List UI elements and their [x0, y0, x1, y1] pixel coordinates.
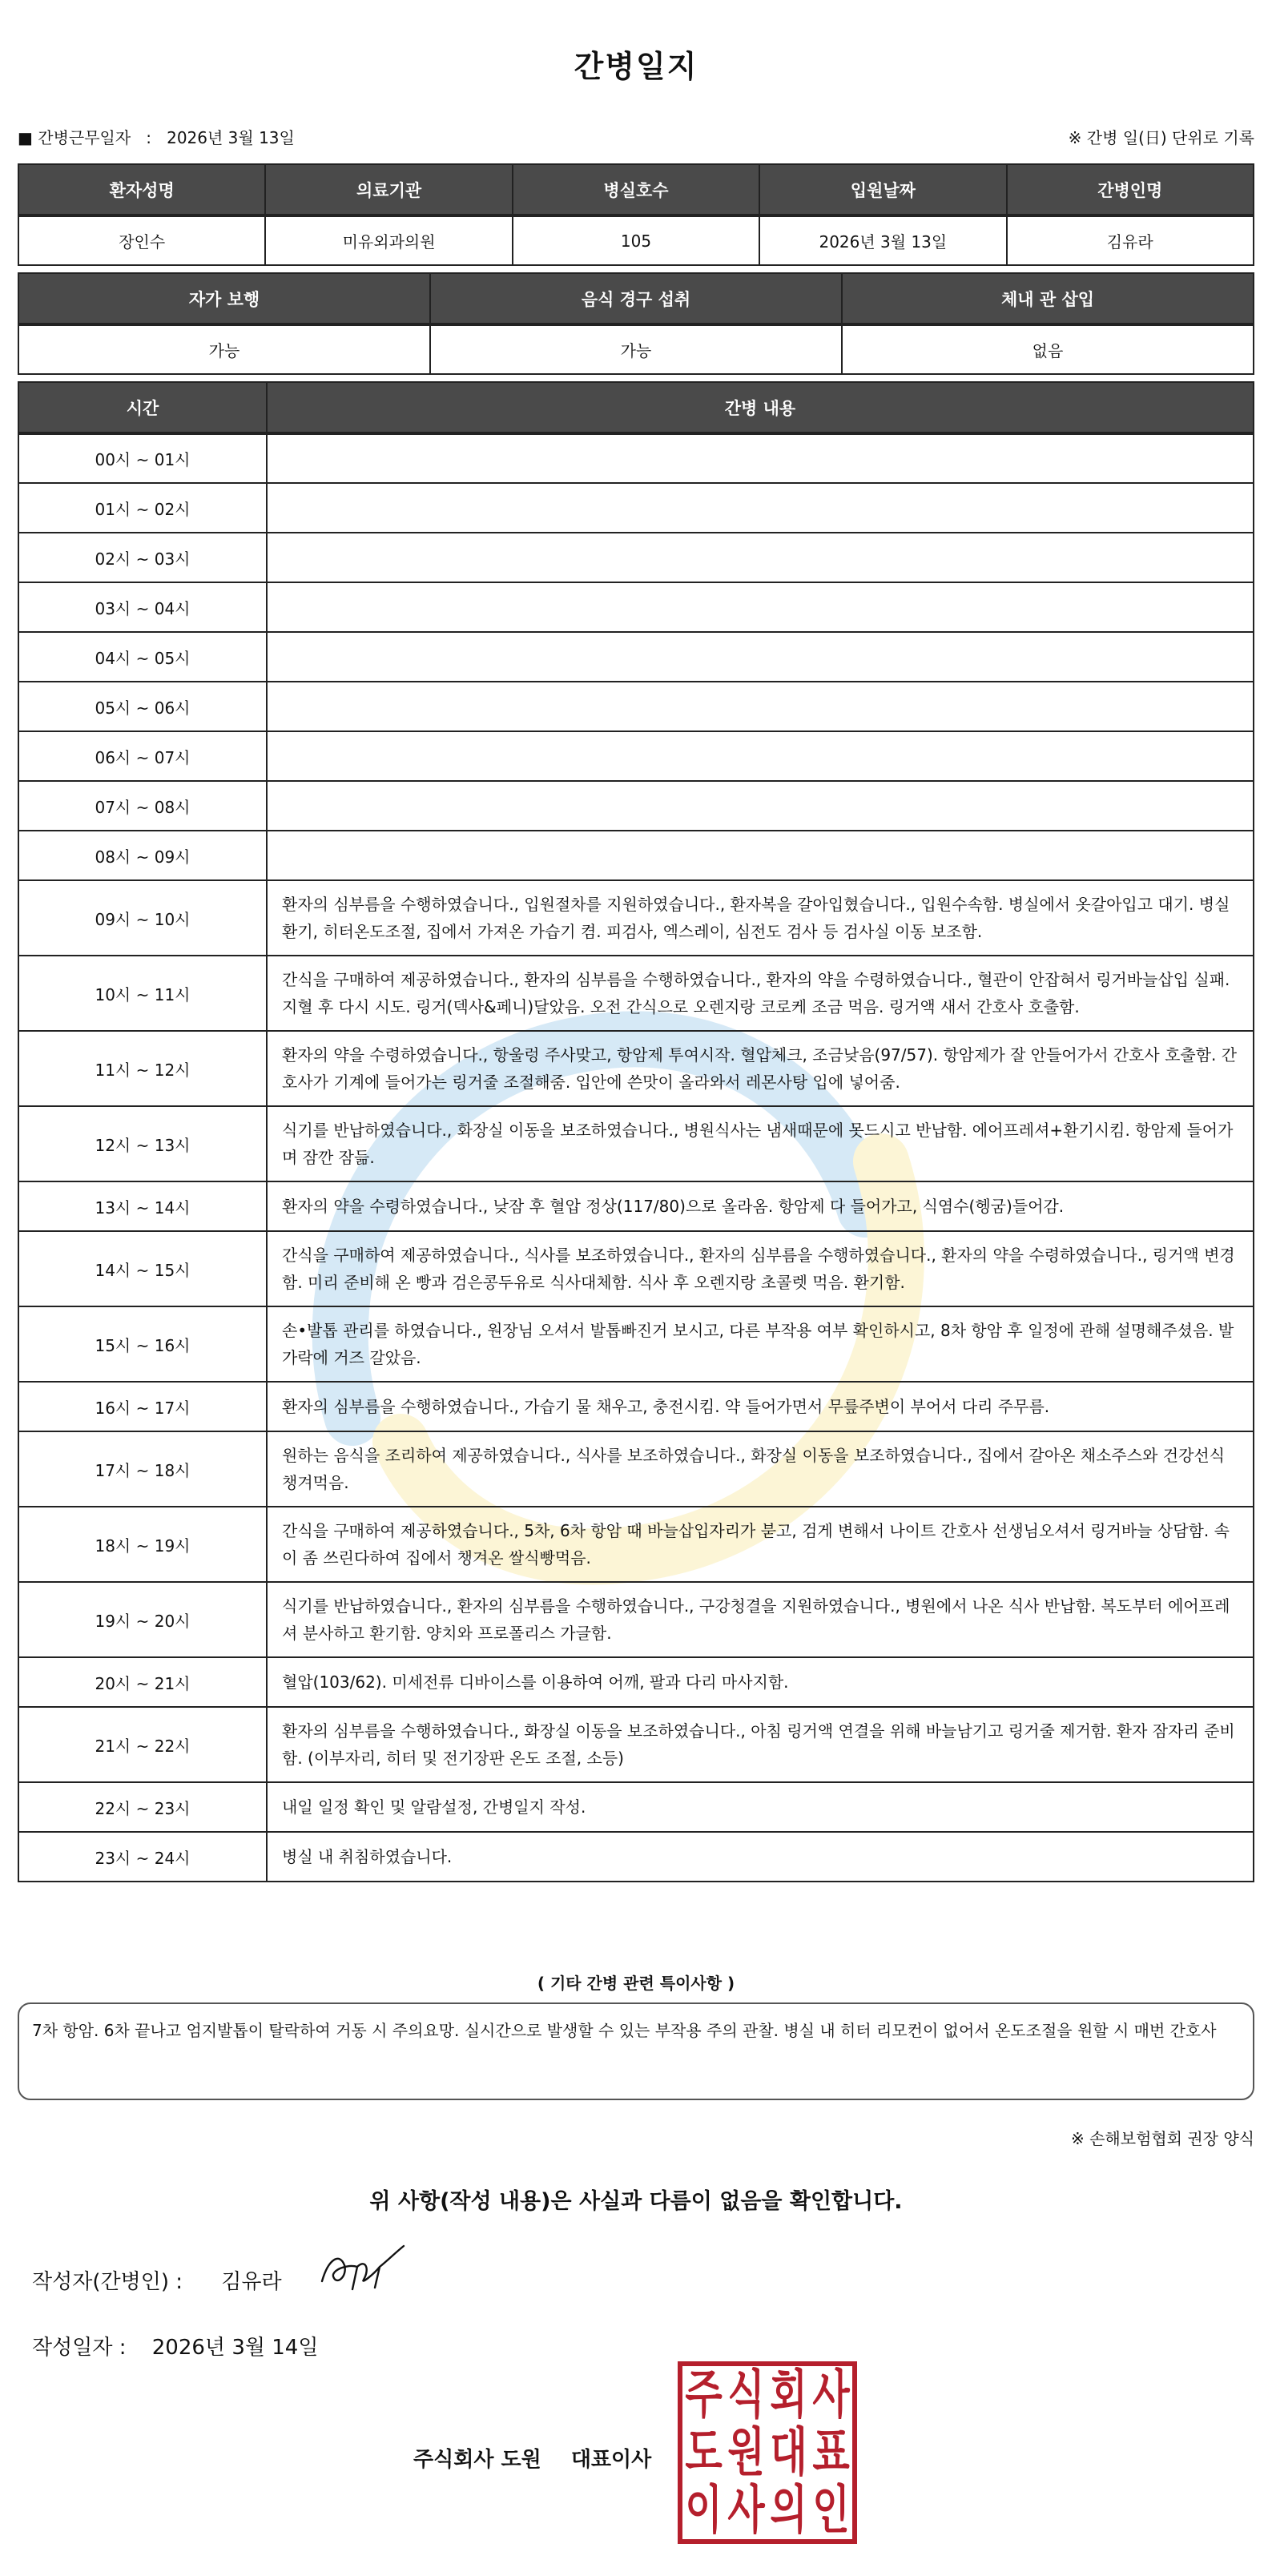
care-log-time: 23시 ~ 24시 — [18, 1832, 267, 1882]
care-log-content — [267, 433, 1254, 483]
care-log-row — [18, 433, 1254, 483]
care-log-header-row — [18, 382, 1254, 433]
care-log-time: 06시 ~ 07시 — [18, 731, 267, 781]
care-log-time: 15시 ~ 16시 — [18, 1306, 267, 1382]
care-log-content: 환자의 약을 수령하였습니다., 항울렁 주사맞고, 항암제 투여시작. 혈압체크, 조금낮음(97/57). 항암제가 잘 안들어가서 간호사 호출함. 간호사가 기계에 들어가는 링거줄 조절해줌. 입안에 쓴맛이 올라와서 레몬사탕 입에 넣어줌. — [267, 1031, 1254, 1106]
writing-date-label: 작성일자 : — [32, 2336, 127, 2360]
care-log-time: 03시 ~ 04시 — [18, 582, 267, 632]
seal-char: 이 — [685, 2480, 723, 2541]
signature-image — [312, 2235, 409, 2299]
care-log-content — [267, 483, 1254, 533]
seal-char: 사 — [812, 2365, 850, 2425]
care-log-row — [18, 1106, 1254, 1181]
header-room: 병실호수 — [513, 164, 759, 215]
patient-info-value-row — [18, 215, 1254, 265]
care-log-content: 환자의 심부름을 수행하였습니다., 화장실 이동을 보조하였습니다., 아침 링거액 연결을 위해 바늘남기고 링거줄 제거함. 환자 잠자리 준비함. (이부자리, 히터 및 전기장판 온도 조절, 소등) — [267, 1707, 1254, 1782]
care-log-row — [18, 731, 1254, 781]
care-log-content — [267, 831, 1254, 880]
company-line — [413, 2443, 651, 2473]
tube-insertion-value: 없음 — [842, 324, 1254, 374]
patient-name: 장인수 — [18, 215, 265, 265]
care-log-time: 22시 ~ 23시 — [18, 1782, 267, 1832]
care-log-row — [18, 632, 1254, 682]
care-log-content: 병실 내 취침하였습니다. — [267, 1832, 1254, 1882]
care-log-time: 09시 ~ 10시 — [18, 880, 267, 956]
care-log-content: 식기를 반납하였습니다., 환자의 심부름을 수행하였습니다., 구강청결을 지원하였습니다., 병원에서 나온 식사 반납함. 복도부터 에어프레셔 분사하고 환기함. 양치와 프로폴리스 가글함. — [267, 1582, 1254, 1657]
hospital-name: 미유외과의원 — [265, 215, 512, 265]
status-header-row — [18, 273, 1254, 324]
care-log-content: 혈압(103/62). 미세전류 디바이스를 이용하여 어깨, 팔과 다리 마사지함. — [267, 1657, 1254, 1707]
care-log-content — [267, 682, 1254, 731]
header-caregiver: 간병인명 — [1007, 164, 1254, 215]
care-log-time: 05시 ~ 06시 — [18, 682, 267, 731]
care-log-row — [18, 1031, 1254, 1106]
care-log-time: 02시 ~ 03시 — [18, 533, 267, 582]
patient-status-table — [18, 272, 1254, 375]
care-log-row — [18, 1431, 1254, 1507]
care-log-row — [18, 1507, 1254, 1582]
header-oral-intake: 음식 경구 섭취 — [430, 273, 842, 324]
header-self-walking: 자가 보행 — [18, 273, 430, 324]
self-walking-value: 가능 — [18, 324, 430, 374]
notes-title: ( 기타 간병 관련 특이사항 ) — [537, 1974, 735, 1993]
care-log-row — [18, 682, 1254, 731]
writer-name: 김유라 — [221, 2270, 282, 2294]
notes-box: 7차 항암. 6차 끝나고 엄지발톱이 탈락하여 거동 시 주의요망. 실시간으로 발생할 수 있는 부작용 주의 관찰. 병실 내 히터 리모컨이 없어서 온도조절을 원할 시 매번 간호사 — [18, 2002, 1254, 2100]
status-value-row — [18, 324, 1254, 374]
seal-char: 표 — [812, 2422, 850, 2483]
care-log-row — [18, 781, 1254, 831]
page-title: 간병일지 — [574, 49, 698, 84]
care-date — [18, 125, 295, 148]
patient-info-header-row — [18, 164, 1254, 215]
care-log-time: 18시 ~ 19시 — [18, 1507, 267, 1582]
seal-char: 대 — [770, 2422, 807, 2483]
form-note: ※ 손해보험협회 권장 양식 — [1070, 2129, 1254, 2148]
care-log-row — [18, 880, 1254, 956]
care-log-row — [18, 1832, 1254, 1882]
care-log-content — [267, 582, 1254, 632]
care-log-content: 간식을 구매하여 제공하였습니다., 5차, 6차 항암 때 바늘삽입자리가 붇고, 검게 변해서 나이트 간호사 선생님오셔서 링거바늘 상담함. 속이 좀 쓰린다하여 집에서 챙겨온 쌀식빵먹음. — [267, 1507, 1254, 1582]
care-date-sep: : — [146, 128, 152, 147]
care-log-row — [18, 831, 1254, 880]
care-log-time: 07시 ~ 08시 — [18, 781, 267, 831]
care-log-time: 20시 ~ 21시 — [18, 1657, 267, 1707]
company-seal — [678, 2361, 857, 2544]
care-log-time: 04시 ~ 05시 — [18, 632, 267, 682]
care-log-content: 환자의 심부름을 수행하였습니다., 가습기 물 채우고, 충전시킴. 약 들어가면서 무릎주변이 부어서 다리 주무름. — [267, 1382, 1254, 1431]
seal-char: 사 — [727, 2480, 765, 2541]
care-log-time: 11시 ~ 12시 — [18, 1031, 267, 1106]
care-log-content: 환자의 심부름을 수행하였습니다., 입원절차를 지원하였습니다., 환자복을 갈아입혔습니다., 입원수속함. 병실에서 옷갈아입고 대기. 병실 환기, 히터온도조절, 집에서 가져온 가습기 켬. 피검사, 엑스레이, 심전도 검사 등 검사실 이동 보조함. — [267, 880, 1254, 956]
care-log-time: 21시 ~ 22시 — [18, 1707, 267, 1782]
care-log-row — [18, 1181, 1254, 1231]
header-tube-insertion: 체내 관 삽입 — [842, 273, 1254, 324]
care-log-content: 환자의 약을 수령하였습니다., 낮잠 후 혈압 정상(117/80)으로 올라옴. 항암제 다 들어가고, 식염수(헹굼)들어감. — [267, 1181, 1254, 1231]
care-log-content — [267, 632, 1254, 682]
room-number: 105 — [513, 215, 759, 265]
care-log-content — [267, 731, 1254, 781]
care-log-content: 간식을 구매하여 제공하였습니다., 환자의 심부름을 수행하였습니다., 환자의 약을 수령하였습니다., 혈관이 안잡혀서 링거바늘삽입 실패. 지혈 후 다시 시도. 링거(덱사&페니)달았음. 오전 간식으로 오렌지랑 코로케 조금 먹음. 링거액 새서 간호사 호출함. — [267, 956, 1254, 1031]
unit-note: ※ 간병 일(日) 단위로 기록 — [1068, 128, 1254, 147]
care-log-time: 13시 ~ 14시 — [18, 1181, 267, 1231]
care-log-row — [18, 1782, 1254, 1832]
caregiver-name: 김유라 — [1007, 215, 1254, 265]
header-hospital: 의료기관 — [265, 164, 512, 215]
seal-char: 의 — [770, 2480, 807, 2541]
patient-info-table — [18, 163, 1254, 266]
care-log-row — [18, 1306, 1254, 1382]
seal-char: 도 — [685, 2422, 723, 2483]
care-log-content: 간식을 구매하여 제공하였습니다., 식사를 보조하였습니다., 환자의 심부름을 수행하였습니다., 환자의 약을 수령하였습니다., 링거액 변경함. 미리 준비해 온 빵과 검은콩두유로 식사대체함. 식사 후 오렌지랑 초콜렛 먹음. 환기함. — [267, 1231, 1254, 1306]
care-log-time: 17시 ~ 18시 — [18, 1431, 267, 1507]
care-log-row — [18, 1382, 1254, 1431]
writer-label: 작성자(간병인) : — [32, 2270, 183, 2294]
care-log-content: 내일 일정 확인 및 알람설정, 간병일지 작성. — [267, 1782, 1254, 1832]
header-patient-name: 환자성명 — [18, 164, 265, 215]
oral-intake-value: 가능 — [430, 324, 842, 374]
ceo-label: 대표이사 — [570, 2448, 652, 2472]
seal-char: 인 — [812, 2480, 850, 2541]
writer-line — [32, 2265, 282, 2295]
seal-char: 회 — [770, 2365, 807, 2425]
care-log-time: 16시 ~ 17시 — [18, 1382, 267, 1431]
care-log-row — [18, 1582, 1254, 1657]
care-log-time: 14시 ~ 15시 — [18, 1231, 267, 1306]
care-log-time: 01시 ~ 02시 — [18, 483, 267, 533]
company-name: 주식회사 도원 — [413, 2448, 541, 2472]
care-log-content: 원하는 음식을 조리하여 제공하였습니다., 식사를 보조하였습니다., 화장실 이동을 보조하였습니다., 집에서 갈아온 채소주스와 건강선식 챙겨먹음. — [267, 1431, 1254, 1507]
admission-date: 2026년 3월 13일 — [759, 215, 1006, 265]
care-log-row — [18, 1657, 1254, 1707]
header-care-content: 간병 내용 — [267, 382, 1254, 433]
header-time: 시간 — [18, 382, 267, 433]
care-log-row — [18, 956, 1254, 1031]
care-log-time: 00시 ~ 01시 — [18, 433, 267, 483]
writing-date-line — [32, 2331, 318, 2361]
care-log-row — [18, 1231, 1254, 1306]
care-log-time: 19시 ~ 20시 — [18, 1582, 267, 1657]
care-log-time: 08시 ~ 09시 — [18, 831, 267, 880]
care-log-row — [18, 1707, 1254, 1782]
writing-date-value: 2026년 3월 14일 — [151, 2336, 319, 2360]
care-log-time: 12시 ~ 13시 — [18, 1106, 267, 1181]
seal-char: 식 — [727, 2365, 765, 2425]
care-date-value: 2026년 3월 13일 — [167, 128, 295, 147]
care-log-content — [267, 781, 1254, 831]
seal-char: 주 — [685, 2365, 723, 2425]
care-log-table — [18, 381, 1254, 1882]
care-log-content: 식기를 반납하였습니다., 화장실 이동을 보조하였습니다., 병원식사는 냄새때문에 못드시고 반납함. 에어프레셔+환기시킴. 항암제 들어가며 잠깐 잠듦. — [267, 1106, 1254, 1181]
care-log-content — [267, 533, 1254, 582]
care-log-time: 10시 ~ 11시 — [18, 956, 267, 1031]
care-log-row — [18, 483, 1254, 533]
care-date-label: ■ 간병근무일자 — [18, 128, 131, 147]
care-log-row — [18, 533, 1254, 582]
header-admission-date: 입원날짜 — [759, 164, 1006, 215]
care-log-content: 손•발톱 관리를 하였습니다., 원장님 오셔서 발톱빠진거 보시고, 다른 부작용 여부 확인하시고, 8차 항암 후 일정에 관해 설명해주셨음. 발가락에 거즈 갈았음. — [267, 1306, 1254, 1382]
care-log-row — [18, 582, 1254, 632]
confirmation-statement: 위 사항(작성 내용)은 사실과 다름이 없음을 확인합니다. — [369, 2189, 903, 2214]
seal-char: 원 — [727, 2422, 765, 2483]
